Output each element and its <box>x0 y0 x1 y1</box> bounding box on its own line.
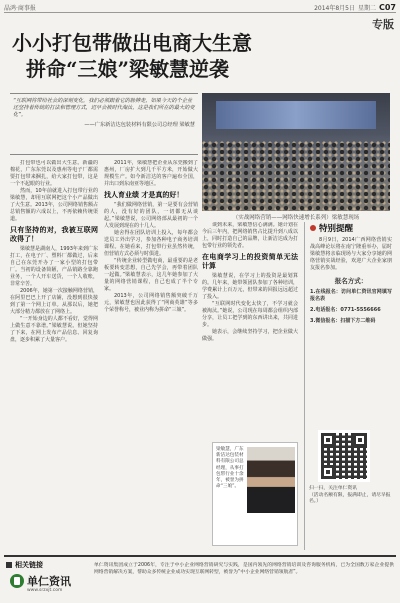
photo-caption: （实战网络营销——网络快速增长系列）梁敏慧现场 <box>232 215 360 221</box>
paragraph: 梁敏慧说，在学习上的投资是最划算的。几年来，她带领团队参加了各种培训，学费累计上百万元，但带来的回报远远超过了投入。 <box>202 273 298 300</box>
paragraph: 她表示，会继续坚持学习，把企业做大做强。 <box>202 329 298 342</box>
masthead-publication: 晶鸿·商事报 <box>4 5 36 12</box>
paragraph: 2011年，梁敏慧把企业从东莞搬到了惠州，厂房扩大到几千平方米，开始做大规模生产。如今新洁达的客户遍布全国，并出口到东南亚等地区。 <box>104 160 198 187</box>
paragraph: 然而，10年前就进入打包带行业的梁敏慧，却用互联网把这个小产品做出了大生意。2013年，公司网络销售额占总销售额的六成以上，不再依赖传统渠道。 <box>10 188 98 222</box>
logo-url[interactable]: www.srzxjt.com <box>27 588 63 593</box>
qr-code-icon[interactable] <box>318 430 370 482</box>
paragraph: 打包带也可以做出大生意。新疆的棉花，广东东莞以及惠州等电子厂都需要打包带来捆扎，给大家打包带，这是一个不起眼的行业。 <box>10 160 98 187</box>
qr-label: 扫一扫，关注单仁资讯 <box>309 486 357 491</box>
paragraph: “一开始身边的人都不看好，觉得网上做生意不靠谱。”梁敏慧说。但她坚持了下来，在网上发布产品信息、回复询盘，逐步积累了大量客户。 <box>10 316 98 343</box>
lead-quote-attribution: ——广东新洁达包装材料有限公司总经理 梁敏慧 <box>84 121 195 128</box>
sidebar-item: 2.电话报名：0771-5556666 <box>310 307 381 313</box>
photo-audience <box>202 141 390 211</box>
article-column-2 <box>104 160 198 550</box>
author-box <box>212 442 298 546</box>
masthead-weekday: 星期二 <box>357 5 376 12</box>
section-label: 专版 <box>372 18 394 31</box>
paragraph: “互联网时代变化太快了，不学习就会被淘汰。”她说，公司现在每周都会组织内部分享，让员工把学到的东西讲出来，共同进步。 <box>202 301 298 328</box>
subheading: 只有坚持的对，我被互联网改得了！ <box>10 226 98 243</box>
paragraph: 2013年，公司网络销售额突破千万元，梁敏慧也因此获得了“网商英雄”等多个荣誉称号，被业内称为拼命“三娘”。 <box>104 293 198 313</box>
bullet-icon <box>310 225 316 231</box>
photo-stage-screen <box>216 101 376 129</box>
paragraph: 2006年，她第一次接触网络营销，在阿里巴巴上开了店铺，没想到很快接到了第一个网上订单。从那以后，她把大部分精力都放在了网络上。 <box>10 288 98 315</box>
headline-line-2: 拼命“三娘”梁敏慧逆袭 <box>26 57 230 81</box>
logo-name: 单仁资讯 <box>27 575 71 588</box>
lead-quote <box>10 93 198 155</box>
paragraph: 梁敏慧是湖南人，1993年来到广东打工，在电子厂、塑料厂都做过，后来自己在东莞开办了一家小型的打包带厂。当初的设备简陋，产品销路全靠跑业务，一个人开车送货，一个人收账，非常辛苦。 <box>10 246 98 287</box>
paragraph: “传统企业转型做电商，最重要的是老板要转变思想，自己先学会，再带着团队一起做。”梁敏慧表示，这几年她参加了大量的网络营销课程，自己也成了半个专家。 <box>104 258 198 292</box>
sidebar-item: 1.在线报名：访问单仁资讯官网填写报名表 <box>310 289 392 302</box>
headline <box>12 30 392 82</box>
sidebar-footnote <box>309 486 391 506</box>
sidebar-title <box>310 222 392 234</box>
subheading: 找人育业绩 才是真的好！ <box>104 191 184 199</box>
logo-icon <box>10 574 24 588</box>
qr-finder <box>353 433 367 447</box>
author-bio: 梁敏慧，广东新洁达包装材料有限公司总经理，从事打包带行业十余年，被誉为拼命“三娘”。 <box>216 447 244 490</box>
paragraph: 谈到未来，梁敏慧信心满满。她计划在今后三年内，把网络销售占比提升到八成以上，同时打造自己的品牌，让新洁达成为打包带行业的领先者。 <box>202 222 298 249</box>
qr-code-pattern <box>321 433 367 479</box>
headline-line-1: 小小打包带做出电商大生意 <box>12 31 252 55</box>
related-links-footer <box>4 555 396 600</box>
qr-finder <box>321 433 335 447</box>
sidebar-footnote-text: （活动名额有限，报满即止，请尽早报名。） <box>309 492 391 505</box>
sidebar-intro: 8月9日，2014广西网络营销实战高峰论坛将在南宁隆重举办，届时梁敏慧将亲临现场与大家分享她的网络营销实战经验，欢迎广大企业家朋友报名参加。 <box>310 237 392 271</box>
masthead-info <box>314 3 396 12</box>
conference-photo <box>202 93 390 211</box>
company-blurb: 单仁资讯集团成立于2006年，专注于中小企业网络营销研究与实践，是国内领先的网络营销培训及咨询服务机构，已为全国数万家企业提供网络营销解决方案，帮助众多传统企业成功实现互联网转型，被誉为“中小企业网络营销领航者”。 <box>94 563 394 575</box>
qr-finder <box>321 465 335 479</box>
masthead <box>4 3 396 13</box>
sidebar-item: 3.微信报名：扫描下方二维码 <box>310 318 376 324</box>
related-links-tag: 相关链接 <box>6 560 43 570</box>
sidebar-subtitle: 报名方式： <box>334 277 368 285</box>
page-number: C07 <box>378 3 396 12</box>
sidebar-title-text: 特别提醒 <box>319 224 354 234</box>
masthead-date: 2014年8月5日 <box>314 5 355 12</box>
company-logo <box>10 573 71 593</box>
sidebar-body <box>310 237 392 325</box>
subheading: 在电商学习上的投资简单无法计算 <box>202 253 298 270</box>
paragraph: 她舍得在团队培训上投入，每年都会送员工外出学习，参加各种电子商务培训课程。在她看来，打包带行业虽然传统，但营销方式必须与时俱进。 <box>104 230 198 257</box>
article-column-1 <box>10 160 98 550</box>
paragraph: “我们做网络营销，第一是要有会营销的人，没有好的团队，一切都无从谈起。”梁敏慧说，公司网络部从最初的一个人发展到现在的十几人。 <box>104 202 198 229</box>
lead-quote-text: “互联网将带给社会的深刻变化，我们必须跟着它的脉搏走，如果今天的个企业还坚持着传统的打法和管理方式，迟早会被时代淘汰，这是我们所在的最大的变化”。 <box>13 98 195 119</box>
author-portrait <box>247 447 295 513</box>
